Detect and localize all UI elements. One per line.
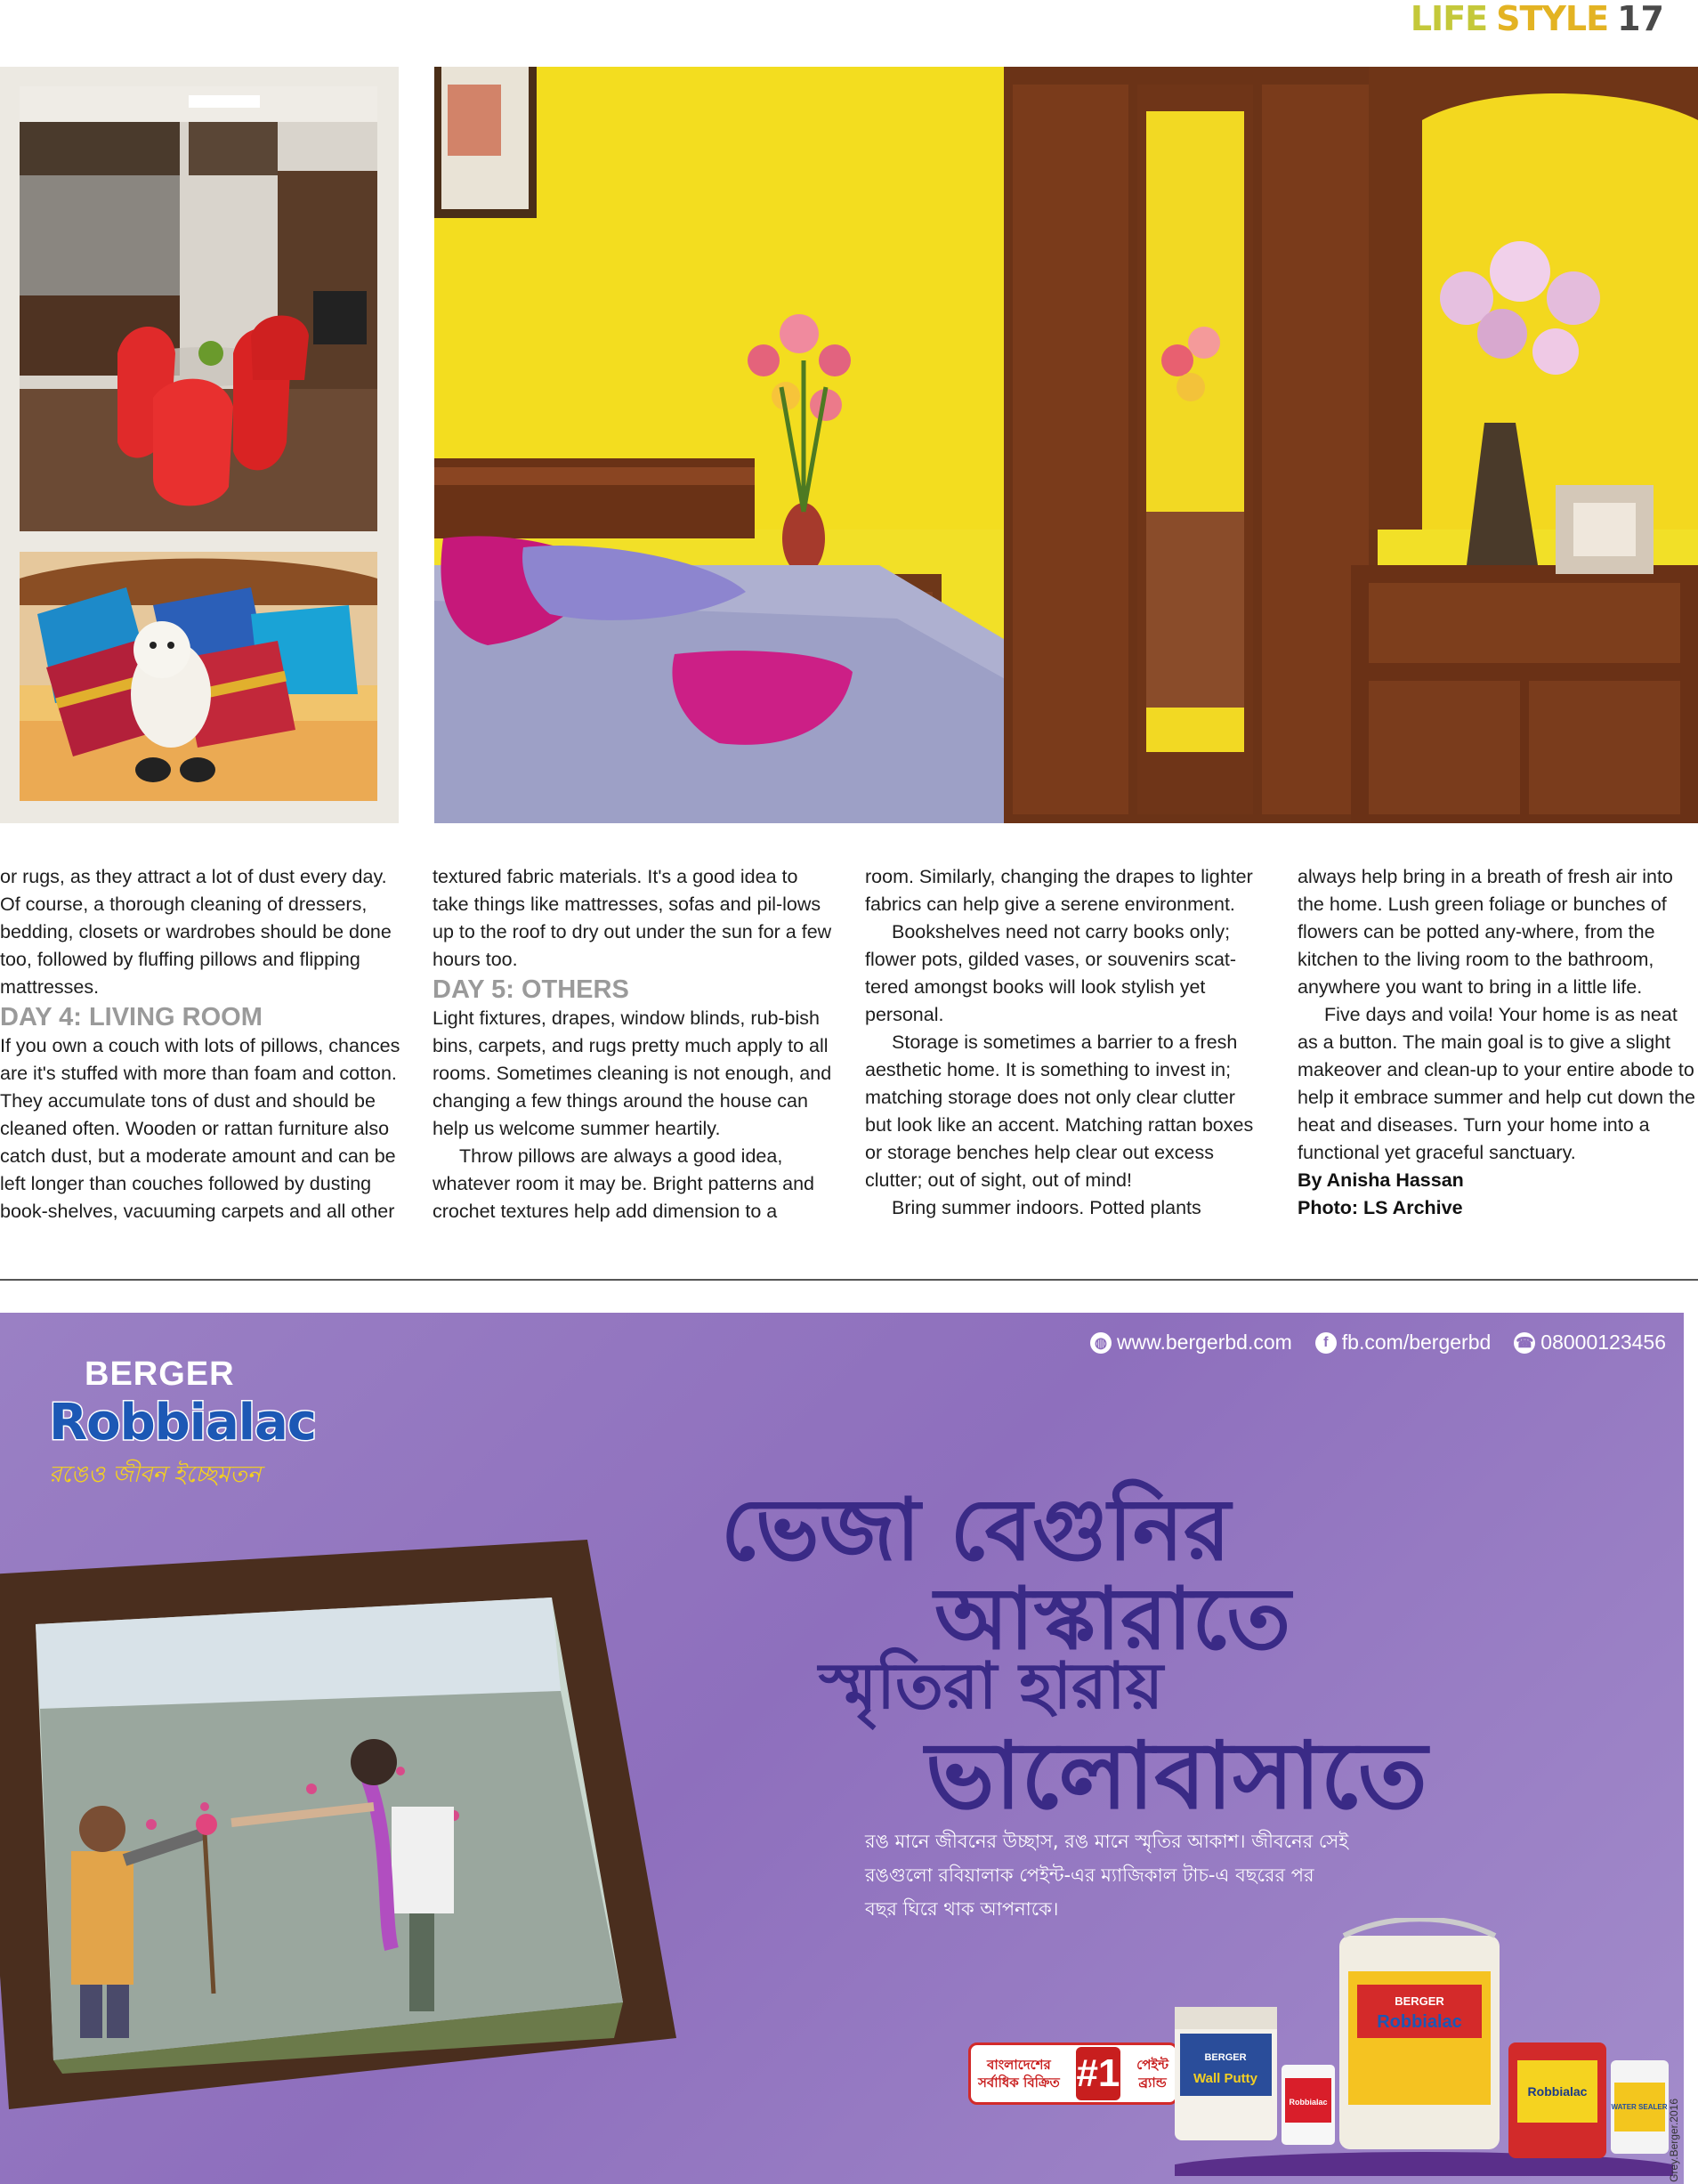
- section-title-style: STYLE: [1496, 0, 1609, 38]
- phone-icon: ☎: [1514, 1332, 1535, 1354]
- pillows-photo: [20, 552, 377, 801]
- svg-text:BERGER: BERGER: [1204, 2052, 1247, 2063]
- phone-contact[interactable]: [1514, 1331, 1666, 1355]
- brand-berger: BERGER: [85, 1355, 235, 1393]
- globe-icon: ◍: [1090, 1332, 1112, 1354]
- svg-text:BERGER: BERGER: [1395, 1994, 1444, 2008]
- photo-panel: [0, 67, 399, 823]
- headline-line-3: স্মৃতিরা হারায়: [819, 1648, 1164, 1723]
- headline-line-2: আস্কারাতে: [934, 1569, 1291, 1669]
- section-title-life: LIFE: [1410, 0, 1488, 38]
- paragraph: Bookshelves need not carry books only; flower pots, gilded vases, or souvenirs scat-tered amongst books will look stylish yet personal.: [865, 921, 1237, 1025]
- ad-body-line: বছর ঘিরে থাক আপনাকে।: [865, 1898, 1059, 1920]
- product-red-tin: [1508, 2042, 1606, 2158]
- ad-body-line: রঙ মানে জীবনের উচ্ছাস, রঙ মানে স্মৃতির আকাশ। জীবনের সেই: [865, 1831, 1349, 1852]
- product-lineup: [1175, 1918, 1673, 2176]
- brand-robbialac: Robbialac: [49, 1394, 316, 1452]
- product-small-can: [1282, 2065, 1335, 2145]
- badge-right-text: [1136, 2056, 1168, 2091]
- ad-body-copy: [865, 1824, 1417, 1926]
- bedroom-photo: [434, 67, 1698, 823]
- article-column-4: [1298, 863, 1698, 1222]
- ad-contacts: [1090, 1331, 1666, 1355]
- product-1-label: Wall Putty: [1193, 2071, 1257, 2086]
- badge-right-line: পেইন্ট: [1136, 2057, 1168, 2073]
- product-3-label: Robbialac: [1377, 2012, 1462, 2032]
- paragraph: Light fixtures, drapes, window blinds, rub-bish bins, carpets, and rugs pretty much apply to all rooms. Sometimes cleaning is not enough, and changing a few things around the house can help us welcome summer heartily.: [433, 1007, 832, 1139]
- paragraph: or rugs, as they attract a lot of dust every day. Of course, a thorough cleaning of dressers, bedding, closets or wardrobes should be done too, followed by fluffing pillows and flipping mattresses.: [0, 866, 392, 998]
- badge-left-text: [978, 2056, 1060, 2091]
- kitchen-photo: [20, 86, 377, 531]
- berger-advertisement: [0, 1313, 1684, 2184]
- badge-left-line: সর্বাধিক বিক্রিত: [978, 2075, 1060, 2091]
- facebook-icon: f: [1315, 1332, 1337, 1354]
- article-body: [0, 863, 1698, 1255]
- paragraph: room. Similarly, changing the drapes to lighter fabrics can help give a serene environment.: [865, 866, 1253, 915]
- article-column-2: [433, 863, 833, 1225]
- badge-number: #1: [1076, 2047, 1120, 2100]
- brand-tagline: রঙেও জীবন ইচ্ছেমতন: [49, 1461, 262, 1488]
- paragraph: textured fabric materials. It's a good idea to take things like mattresses, sofas and pil-lows up to the roof to dry out under the sun for a few hours too.: [433, 866, 832, 970]
- website-link[interactable]: www.bergerbd.com: [1116, 1331, 1292, 1354]
- number-one-badge: [968, 2042, 1178, 2105]
- day4-heading: DAY 4: LIVING ROOM: [0, 1003, 263, 1031]
- day5-heading: DAY 5: OTHERS: [433, 975, 629, 1004]
- paragraph: always help bring in a breath of fresh air into the home. Lush green foliage or bunches of flowers can be potted any-where, from the kitchen to the living room to the bathroom, anywhere you want to bring in a little life.: [1298, 866, 1673, 998]
- facebook-contact[interactable]: [1315, 1331, 1491, 1355]
- product-2-label: Robbialac: [1289, 2098, 1328, 2107]
- svg-text:Robbialac: Robbialac: [1527, 2084, 1588, 2099]
- ad-body-line: রঙগুলো রবিয়ালাক পেইন্ট-এর ম্যাজিকাল টাচ-এ বছরের পর: [865, 1864, 1314, 1886]
- badge-left-line: বাংলাদেশের: [987, 2057, 1051, 2073]
- divider-rule: [0, 1279, 1698, 1281]
- product-wall-putty: [1175, 2007, 1277, 2140]
- headline-line-4: ভালোবাসাতে: [926, 1721, 1427, 1830]
- article-column-1: [0, 863, 400, 1225]
- paragraph: Throw pillows are always a good idea, whatever room it may be. Bright patterns and crochet textures help add dimension to a: [433, 1145, 815, 1222]
- phone-number[interactable]: 08000123456: [1540, 1331, 1666, 1354]
- photo-credit: Photo: LS Archive: [1298, 1197, 1463, 1218]
- brand-logo: [49, 1355, 316, 1495]
- paragraph: If you own a couch with lots of pillows, chances are it's stuffed with more than foam and cotton. They accumulate tons of dust and should be cleaned often. Wooden or rattan furniture also catch dust, but a moderate amount and can be left longer than couches followed by dusting book-shelves, vacuuming carpets and all other: [0, 1035, 400, 1222]
- page-header: [1411, 0, 1664, 37]
- author-byline: By Anisha Hassan: [1298, 1169, 1464, 1191]
- website-contact[interactable]: [1090, 1331, 1292, 1355]
- product-big-bucket: [1339, 1919, 1500, 2149]
- badge-right-line: ব্র্যান্ড: [1138, 2075, 1167, 2091]
- agency-credit: Grey.Berger.2016: [1668, 2099, 1680, 2182]
- article-column-3: [865, 863, 1265, 1222]
- paragraph: Five days and voila! Your home is as neat as a button. The main goal is to give a slight makeover and clean-up to your entire abode to help it embrace summer and help cut down the heat and diseases. Turn your home into a functional yet graceful sanctuary.: [1298, 1004, 1695, 1163]
- page-number: 17: [1617, 0, 1664, 38]
- facebook-link[interactable]: fb.com/bergerbd: [1341, 1331, 1492, 1354]
- paragraph: Bring summer indoors. Potted plants: [892, 1197, 1201, 1218]
- photo-frame: [0, 1540, 676, 2109]
- paragraph: Storage is sometimes a barrier to a fresh aesthetic home. It is something to invest in; matching storage does not only clear clutter but look like an accent. Matching rattan boxes or storage benches help clear out excess clutter; out of sight, out of mind!: [865, 1031, 1254, 1191]
- headline-line-1: ভেজা বেগুনির: [721, 1480, 1231, 1580]
- product-water-sealer: [1611, 2060, 1669, 2154]
- product-4-label: WATER SEALER: [1611, 2103, 1668, 2111]
